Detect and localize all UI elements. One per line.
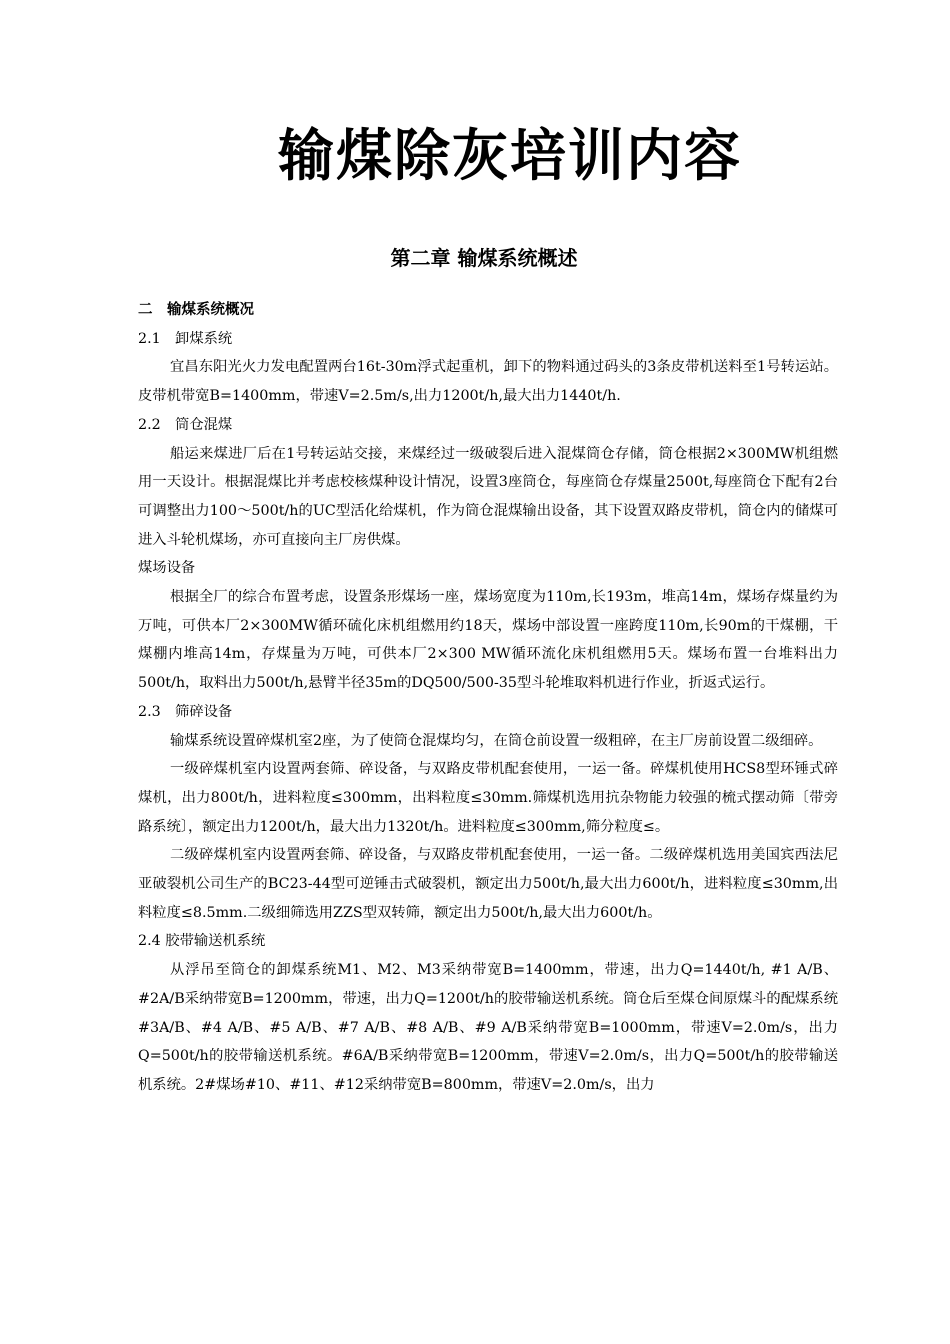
document-body bbox=[138, 296, 838, 1100]
paragraph-belt-conveyor: 从浮吊至筒仓的卸煤系统M1、M2、M3采纳带宽B=1400mm，带速，出力Q=1440t/h, #1 A/B、#2A/B采纳带宽B=1200mm，带速，出力Q=1200t/h的胶带输送机系统。筒仓后至煤仓间原煤斗的配煤系统#3A/B、#4 A/B、#5 A/B、#7 A/B、#8 A/B、#9 A/B采纳带宽B=1000mm，带速V=2.0m/s，出力Q=500t/h的胶带输送机系统。#6A/B采纳带宽B=1200mm，带速V=2.0m/s，出力Q=500t/h的胶带输送机系统。2#煤场#10、#11、#12采纳带宽B=800mm，带速V=2.0m/s，出力 bbox=[138, 962, 838, 1093]
chapter-heading: 第二章 输煤系统概述 bbox=[390, 246, 578, 270]
subsection-heading-2-2: 2.2 筒仓混煤 bbox=[138, 416, 233, 433]
paragraph-secondary-crusher: 二级碎煤机室内设置两套筛、碎设备，与双路皮带机配套使用，一运一备。二级碎煤机选用美国宾西法尼亚破裂机公司生产的BC23-44型可逆锤击式破裂机，额定出力500t/h,最大出力600t/h，进料粒度≤30mm,出料粒度≤8.5mm.二级细筛选用ZZS型双转筛，额定出力500t/h,最大出力600t/h。 bbox=[138, 847, 838, 921]
paragraph-crushing-intro: 输煤系统设置碎煤机室2座，为了使筒仓混煤均匀，在筒仓前设置一级粗碎，在主厂房前设置二级细碎。 bbox=[170, 732, 823, 749]
subsection-heading-coal-yard: 煤场设备 bbox=[138, 560, 196, 577]
paragraph-coal-yard: 根据全厂的综合布置考虑，设置条形煤场一座，煤场宽度为110m,长193m，堆高14m，煤场存煤量约为万吨，可供本厂2×300MW循环硫化床机组燃用约18天，煤场中部设置一座跨度110m,长90m的干煤棚，干煤棚内堆高14m，存煤量为万吨，可供本厂2×300 MW循环流化床机组燃用5天。煤场布置一台堆料出力500t/h，取料出力500t/h,悬臂半径35m的DQ500/500-35型斗轮堆取料机进行作业，折返式运行。 bbox=[138, 589, 838, 692]
paragraph-primary-crusher: 一级碎煤机室内设置两套筛、碎设备，与双路皮带机配套使用，一运一备。碎煤机使用HCS8型环锤式碎煤机，出力800t/h，进料粒度≤300mm，出料粒度≤30mm.筛煤机选用抗杂物能力较强的梳式摆动筛〔带旁路系统〕，额定出力1200t/h，最大出力1320t/h。进料粒度≤300mm,筛分粒度≤。 bbox=[138, 761, 838, 835]
subsection-heading-2-1: 2.1 卸煤系统 bbox=[138, 330, 233, 347]
subsection-heading-2-4: 2.4 胶带输送机系统 bbox=[138, 933, 266, 950]
paragraph-silo-blending: 船运来煤进厂后在1号转运站交接，来煤经过一级破裂后进入混煤筒仓存储，筒仓根据2×300MW机组燃用一天设计。根据混煤比并考虑校核煤种设计情况，设置3座筒仓，每座筒仓存煤量2500t,每座筒仓下配有2台可调整出力100～500t/h的UC型活化给煤机，作为筒仓混煤输出设备，其下设置双路皮带机，筒仓内的储煤可进入斗轮机煤场，亦可直接向主厂房供煤。 bbox=[138, 445, 838, 548]
document-title: 输煤除灰培训内容 bbox=[278, 124, 742, 189]
subsection-heading-2-3: 2.3 筛碎设备 bbox=[138, 703, 233, 720]
paragraph-unloading-system: 宜昌东阳光火力发电配置两台16t-30m浮式起重机，卸下的物料通过码头的3条皮带机送料至1号转运站。皮带机带宽B=1400mm，带速V=2.5m/s,出力1200t/h,最大出力1440t/h. bbox=[138, 359, 838, 405]
section-heading: 二 输煤系统概况 bbox=[138, 302, 254, 318]
